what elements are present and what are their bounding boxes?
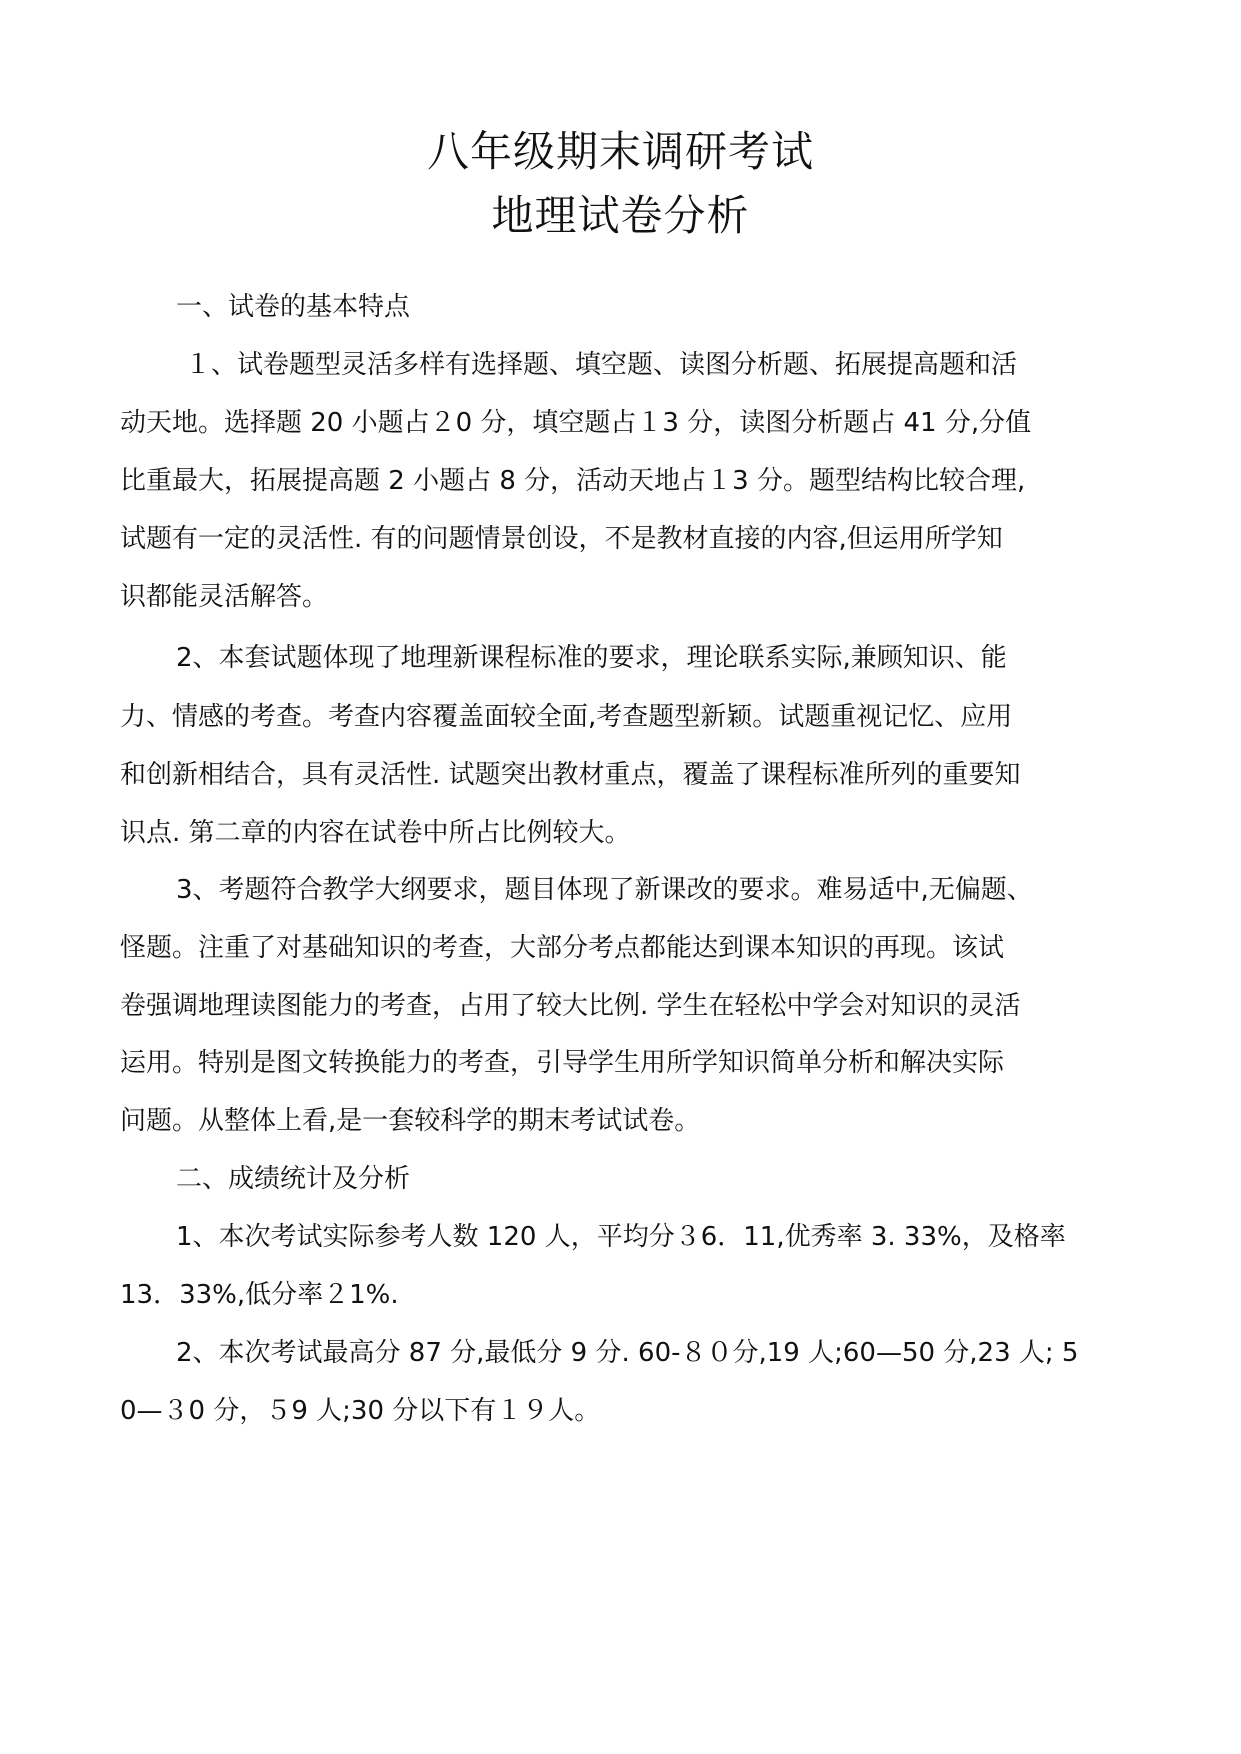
paragraph-line: 动天地。选择题 20 小题占２0 分，填空题占１3 分，读图分析题占 41 分,分值 [120, 408, 1032, 438]
paragraph-line: 卷强调地理读图能力的考查，占用了较大比例. 学生在轻松中学会对知识的灵活 [120, 991, 1021, 1021]
paragraph-line: １、试卷题型灵活多样有选择题、填空题、读图分析题、拓展提高题和活 [185, 350, 1018, 380]
paragraph-line: 13．33%,低分率２1%. [120, 1280, 399, 1310]
paragraph-line: 运用。特别是图文转换能力的考查，引导学生用所学知识简单分析和解决实际 [120, 1048, 1005, 1078]
paragraph-line: 试题有一定的灵活性. 有的问题情景创设，不是教材直接的内容,但运用所学知 [120, 524, 1003, 554]
section-heading-basic-features: 一、试卷的基本特点 [176, 292, 411, 322]
paragraph-line: 比重最大，拓展提高题 2 小题占 8 分，活动天地占１3 分。题型结构比较合理, [120, 466, 1026, 496]
paragraph-line: 问题。从整体上看,是一套较科学的期末考试试卷。 [120, 1106, 701, 1136]
document-subtitle: 地理试卷分析 [491, 191, 750, 240]
section-heading-score-analysis: 二、成绩统计及分析 [176, 1164, 411, 1194]
document-title: 八年级期末调研考试 [426, 127, 814, 176]
paragraph-line: 识都能灵活解答。 [120, 582, 329, 612]
paragraph-line: 和创新相结合，具有灵活性. 试题突出教材重点，覆盖了课程标准所列的重要知 [120, 760, 1021, 790]
paragraph-line: 3、考题符合教学大纲要求，题目体现了新课改的要求。难易适中,无偏题、 [176, 875, 1033, 905]
paragraph-line: 0—３0 分，５9 人;30 分以下有１９人。 [120, 1396, 601, 1426]
paragraph-line: 1、本次考试实际参考人数 120 人，平均分３6．11,优秀率 3. 33%，及格率 [176, 1222, 1066, 1252]
paragraph-line: 2、本套试题体现了地理新课程标准的要求，理论联系实际,兼顾知识、能 [176, 643, 1007, 673]
paragraph-line: 力、情感的考查。考查内容覆盖面较全面,考查题型新颖。试题重视记忆、应用 [120, 702, 1013, 732]
paragraph-line: 怪题。注重了对基础知识的考查，大部分考点都能达到课本知识的再现。该试 [120, 933, 1005, 963]
paragraph-line: 识点. 第二章的内容在试卷中所占比例较大。 [120, 818, 631, 848]
paragraph-line: 2、本次考试最高分 87 分,最低分 9 分. 60-８０分,19 人;60—50 分,23 人; 5 [176, 1338, 1079, 1368]
